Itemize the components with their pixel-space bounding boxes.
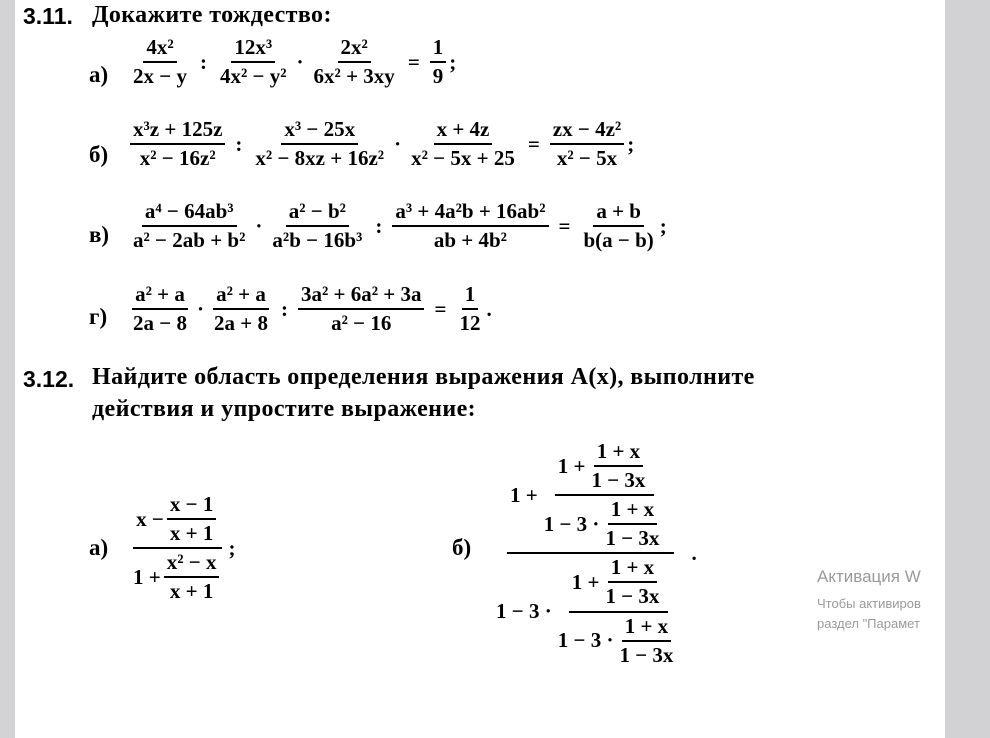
- main-fraction: [130, 493, 225, 603]
- numerator: 1 + x: [608, 498, 657, 525]
- denominator: x² − 8xz + 16z²: [255, 146, 385, 171]
- equals-sign: =: [527, 131, 540, 156]
- fraction: [392, 200, 548, 252]
- denominator: x + 1: [169, 579, 214, 604]
- identity-v: [127, 200, 667, 252]
- denominator: 6x² + 3xy: [313, 64, 395, 89]
- numerator: 1 + x: [594, 440, 643, 467]
- numerator: 1: [462, 283, 479, 310]
- denominator: x² − 5x + 25: [411, 146, 515, 171]
- problem-3-11-title: Докажите тождество:: [92, 2, 332, 28]
- numerator: 4x²: [143, 36, 176, 63]
- numerator: 1 + x: [608, 556, 657, 583]
- fraction: [588, 440, 648, 492]
- numerator: [507, 440, 674, 554]
- problem-3-12-number: 3.12.: [23, 366, 75, 392]
- numerator: 1: [430, 36, 447, 63]
- operator: ·: [255, 213, 263, 238]
- identity-g: [127, 283, 492, 335]
- term: 1 +: [557, 453, 586, 478]
- denominator: x + 1: [169, 521, 214, 546]
- punctuation: .: [486, 296, 492, 321]
- item-g-label: г): [89, 304, 108, 329]
- operator: ·: [296, 49, 304, 74]
- item-b-label: б): [89, 142, 109, 167]
- identity-a: [127, 36, 456, 88]
- numerator: x + 4z: [434, 118, 493, 145]
- numerator: 2x²: [338, 36, 371, 63]
- numerator: x³ − 25x: [281, 118, 358, 145]
- numerator: [555, 440, 655, 496]
- numerator: 1 + x: [622, 615, 671, 642]
- denominator: 1 − 3x: [605, 584, 660, 609]
- denominator: 2x − y: [133, 64, 187, 89]
- numerator: a² + a: [213, 283, 269, 310]
- item-b-label: б): [452, 535, 472, 560]
- numerator: 3a² + 6a² + 3a: [298, 283, 425, 310]
- denominator: 2a + 8: [213, 311, 268, 336]
- term: 1 +: [133, 564, 161, 589]
- equals-sign: =: [407, 49, 420, 74]
- denominator: 1 − 3x: [619, 642, 674, 667]
- punctuation: ;: [627, 131, 635, 156]
- fraction: [298, 283, 425, 335]
- fraction: [311, 36, 398, 88]
- numerator: [133, 493, 222, 549]
- term: 1 − 3 ·: [557, 628, 614, 653]
- punctuation: .: [691, 540, 697, 565]
- fraction: [130, 36, 190, 88]
- numerator: x² − x: [164, 551, 220, 578]
- item-a-label: а): [89, 62, 109, 87]
- fraction: [130, 118, 225, 170]
- term: 1 − 3 ·: [496, 599, 552, 624]
- denominator: a² − 16: [331, 311, 392, 336]
- numerator: a³ + 4a²b + 16ab²: [392, 200, 548, 227]
- item-v-label: в): [89, 222, 110, 247]
- numerator: a + b: [593, 200, 644, 227]
- fraction: [541, 440, 669, 550]
- identity-b: [127, 118, 634, 170]
- fraction: [408, 118, 518, 170]
- fraction: [602, 498, 662, 550]
- fraction: [550, 118, 624, 170]
- denominator: a² − 2ab + b²: [133, 228, 246, 253]
- punctuation: ;: [659, 213, 667, 238]
- item-a-label: а): [89, 535, 109, 560]
- operator: :: [375, 213, 383, 238]
- operator: ·: [196, 296, 204, 321]
- fraction: [130, 200, 248, 252]
- fraction: [555, 556, 683, 666]
- denominator: 4x² − y²: [219, 64, 287, 89]
- denominator: [555, 613, 683, 667]
- fraction: [430, 36, 447, 88]
- fraction: [211, 283, 271, 335]
- denominator: [541, 496, 669, 550]
- denominator: 12: [459, 311, 481, 336]
- fraction: [130, 283, 190, 335]
- numerator: zx − 4z²: [550, 118, 624, 145]
- main-fraction: [493, 440, 688, 667]
- denominator: [493, 554, 688, 666]
- denominator: x² − 16z²: [139, 146, 216, 171]
- fraction: [602, 556, 662, 608]
- fraction: [456, 283, 483, 335]
- fraction: [580, 200, 656, 252]
- denominator: 2a − 8: [133, 311, 187, 336]
- denominator: ab + 4b²: [433, 228, 507, 253]
- equals-sign: =: [434, 296, 447, 321]
- problem-3-12-line1: Найдите область определения выражения A(x), выполните: [92, 364, 755, 390]
- fraction: [269, 200, 365, 252]
- operator: :: [235, 131, 243, 156]
- numerator: x³z + 125z: [130, 118, 225, 145]
- numerator: a² + a: [132, 283, 188, 310]
- activation-watermark-title: Активация W: [817, 567, 921, 586]
- textbook-page: [15, 0, 945, 738]
- punctuation: ;: [449, 49, 457, 74]
- fraction: [164, 551, 220, 603]
- activation-watermark-line: раздел "Парамет: [817, 616, 920, 631]
- equals-sign: =: [558, 213, 571, 238]
- denominator: b(a − b): [583, 228, 654, 253]
- term: 1 +: [571, 569, 600, 594]
- denominator: a²b − 16b³: [272, 228, 363, 253]
- screen-side-bar: [945, 0, 990, 738]
- punctuation: ;: [228, 535, 236, 560]
- numerator: a² − b²: [286, 200, 349, 227]
- operator: :: [280, 296, 288, 321]
- numerator: a⁴ − 64ab³: [142, 200, 237, 227]
- numerator: 12x³: [231, 36, 275, 63]
- numerator: [569, 556, 669, 612]
- denominator: 9: [432, 64, 444, 89]
- expression-a: [127, 493, 235, 603]
- fraction: [217, 36, 290, 88]
- numerator: x − 1: [167, 493, 216, 520]
- problem-3-11-number: 3.11.: [23, 3, 73, 29]
- fraction: [167, 493, 216, 545]
- term: x −: [136, 506, 164, 531]
- fraction: [252, 118, 387, 170]
- operator: ·: [394, 131, 402, 156]
- expression-b: [490, 440, 697, 667]
- term: 1 − 3 ·: [543, 511, 600, 536]
- problem-3-12-line2: действия и упростите выражение:: [92, 396, 477, 422]
- denominator: 1 − 3x: [605, 526, 660, 551]
- denominator: [130, 549, 225, 603]
- fraction: [616, 615, 676, 667]
- operator: :: [199, 49, 207, 74]
- term: 1 +: [510, 482, 538, 507]
- denominator: x² − 5x: [556, 146, 618, 171]
- activation-watermark-line: Чтобы активиров: [817, 596, 921, 611]
- denominator: 1 − 3x: [591, 468, 646, 493]
